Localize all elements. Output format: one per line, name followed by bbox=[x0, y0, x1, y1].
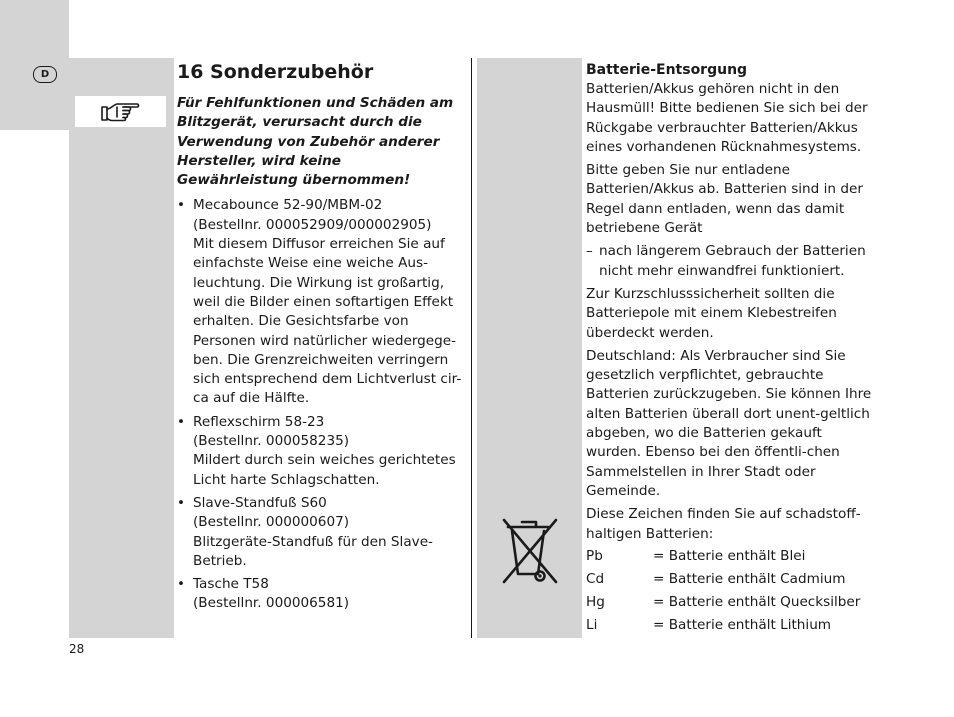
item-name: • Reflexschirm 58-23 bbox=[193, 413, 325, 430]
item-description: Blitzgeräte-Standfuß für den Slave-Betrieb. bbox=[193, 533, 433, 569]
pointing-hand-icon bbox=[99, 101, 143, 123]
code-meaning: = Batterie enthält Blei bbox=[653, 547, 806, 564]
item-name: • Mecabounce 52-90/MBM-02 bbox=[193, 197, 383, 214]
item-name: • Slave-Standfuß S60 bbox=[193, 494, 327, 511]
code-symbol: Hg bbox=[586, 593, 605, 610]
table-row bbox=[586, 570, 860, 593]
item-order-number: (Bestellnr. 000052909/000002905) bbox=[193, 216, 432, 233]
column-divider bbox=[471, 58, 472, 638]
item-order-number: (Bestellnr. 000000607) bbox=[193, 514, 350, 531]
code-symbol: Cd bbox=[586, 570, 605, 587]
paragraph: Bitte geben Sie nur entladene Batterien/Akkus ab. Batterien sind in der Regel dann entladen, wenn das damit betriebene Gerät bbox=[586, 162, 863, 237]
right-column bbox=[586, 61, 876, 639]
item-description: Mildert durch sein weiches gerichtetes Licht harte Schlagschatten. bbox=[193, 452, 456, 488]
note-box bbox=[75, 96, 166, 127]
code-meaning: = Batterie enthält Quecksilber bbox=[653, 593, 861, 610]
item-description: Mit diesem Diffusor erreichen Sie auf einfachste Weise eine weiche Aus-leuchtung. Die Wirkung ist großartig, weil die Bilder einen softartigen Effekt erhalten. Die Gesichtsfarbe von Personen wird natürlicher wiedergege-ben. Die Grenzreichweiten verringern sich entsprechend dem Lichtverlust cir-ca auf die Hälfte. bbox=[193, 236, 462, 407]
list-item bbox=[177, 413, 463, 490]
warning-text: Für Fehlfunktionen und Schäden am Blitzgerät, verursacht durch die Verwendung von Zubehör anderer Hersteller, wird keine Gewährleistung übernommen! bbox=[177, 95, 454, 189]
item-name: • Tasche T58 bbox=[193, 576, 269, 593]
list-item bbox=[177, 575, 463, 614]
battery-disposal-heading: Batterie-Entsorgung bbox=[586, 62, 748, 78]
disposal-symbol bbox=[500, 516, 560, 590]
dash-item: – nach längerem Gebrauch der Batterien nicht mehr einwandfrei funktioniert. bbox=[586, 242, 876, 281]
code-meaning: = Batterie enthält Lithium bbox=[653, 616, 832, 633]
code-symbol: Pb bbox=[586, 547, 603, 564]
paragraph: Diese Zeichen finden Sie auf schadstoff-haltigen Batterien: bbox=[586, 506, 861, 542]
hazard-codes-table bbox=[586, 547, 860, 639]
left-margin-bar bbox=[69, 58, 174, 638]
page-number: 28 bbox=[69, 642, 85, 656]
paragraph: Batterien/Akkus gehören nicht in den Hausmüll! Bitte bedienen Sie sich bei der Rückgabe verbrauchter Batterien/Akkus eines vorhandenen Rücknahmesystems. bbox=[586, 81, 868, 155]
section-heading: 16 Sonderzubehör bbox=[177, 61, 374, 83]
list-item bbox=[177, 494, 463, 571]
left-column bbox=[177, 60, 463, 614]
crossed-out-bin-icon bbox=[500, 516, 560, 586]
paragraph: Zur Kurzschlusssicherheit sollten die Batteriepole mit einem Klebestreifen überdeckt werden. bbox=[586, 285, 837, 341]
table-row bbox=[586, 593, 860, 616]
language-badge: D bbox=[33, 66, 57, 83]
paragraph: Deutschland: Als Verbraucher sind Sie gesetzlich verpflichtet, gebrauchte Batterien zurückzugeben. Sie können Ihre alten Batterien überall dort unent-geltlich abgeben, wo die Batterien gekauft wurden. Ebenso bei den öffentli-chen Sammelstellen in Ihrer Stadt oder Gemeinde. bbox=[586, 347, 872, 499]
code-symbol: Li bbox=[586, 616, 598, 633]
list-item bbox=[177, 196, 463, 408]
item-order-number: (Bestellnr. 000058235) bbox=[193, 433, 350, 450]
side-tab bbox=[0, 0, 69, 130]
accessory-list bbox=[177, 196, 463, 613]
code-meaning: = Batterie enthält Cadmium bbox=[653, 570, 846, 587]
item-order-number: (Bestellnr. 000006581) bbox=[193, 595, 350, 612]
table-row bbox=[586, 547, 860, 570]
table-row bbox=[586, 616, 860, 639]
